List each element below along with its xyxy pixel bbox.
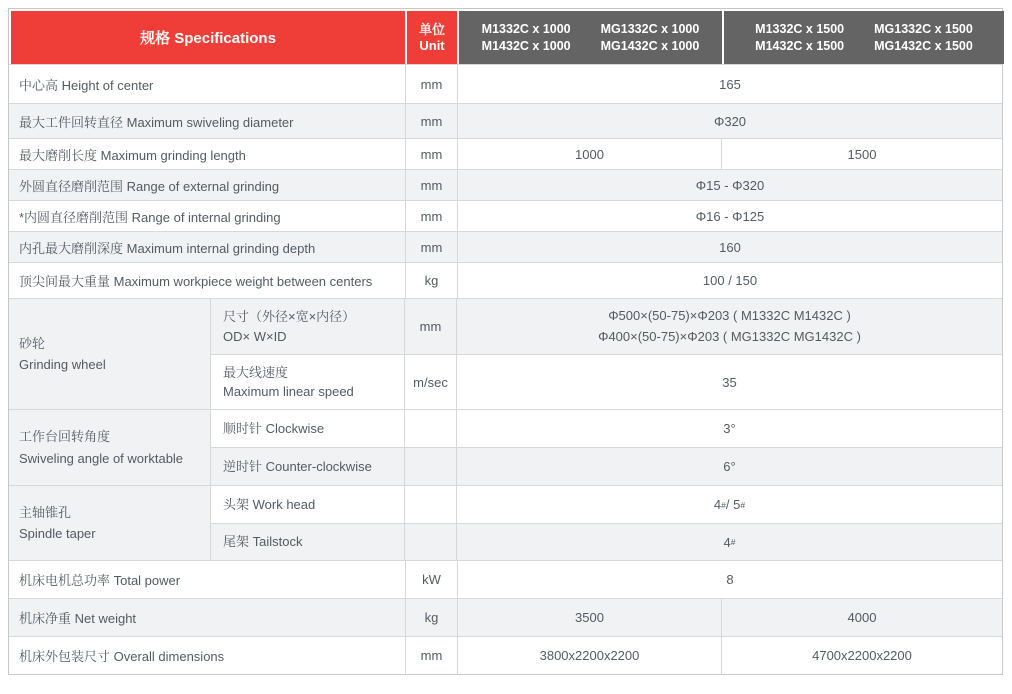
value-cell: Φ320: [457, 104, 1002, 138]
row-label: 中心高 Height of center: [19, 77, 154, 93]
value-cell: 6°: [456, 448, 1002, 485]
row-swivel-clockwise: [211, 410, 1002, 447]
row-sublabel: 头架 Work head: [223, 496, 316, 512]
row-label: 顶尖间最大重量 Maximum workpiece weight between centers: [19, 274, 373, 289]
unit-cell: [404, 448, 456, 485]
row-label: *内圆直径磨削范围 Range of internal grinding: [19, 209, 281, 225]
unit-cell: kW: [405, 561, 457, 598]
row-wheel-size: [211, 299, 1002, 354]
model-group-m-1500: [755, 21, 844, 54]
group-grinding-wheel: [9, 298, 1002, 409]
group-label-en: Grinding wheel: [19, 357, 106, 372]
row-label: 机床净重 Net weight: [19, 611, 137, 626]
value-cell: 160: [457, 232, 1002, 262]
row-label: 外圆直径磨削范围 Range of external grinding: [19, 178, 280, 194]
models-header-1000: [459, 11, 722, 64]
model-name: M1432C x 1500: [755, 38, 845, 53]
wheel-size-line2: Φ400×(50-75)×Φ203 ( MG1332C MG1432C ): [598, 328, 861, 344]
row-sublabel: 顺时针 Clockwise: [223, 420, 325, 436]
row-work-head: [211, 486, 1002, 523]
row-max-internal-grinding-depth: [9, 231, 1002, 262]
group-label-en: Swiveling angle of worktable: [19, 450, 184, 466]
group-label-worktable-swivel: [9, 410, 211, 485]
row-sublabel: 尾架 Tailstock: [223, 534, 303, 550]
value-cell: 35: [456, 355, 1002, 409]
value-cell-1000: 1000: [457, 139, 721, 169]
wheel-size-line1: Φ500×(50-75)×Φ203 ( M1332C M1432C ): [608, 308, 851, 324]
row-tailstock: [211, 523, 1002, 560]
unit-header-cell: [407, 11, 457, 64]
row-external-grinding-range: [9, 169, 1002, 200]
group-label-grinding-wheel: [9, 299, 211, 409]
row-total-power: [9, 560, 1002, 598]
row-net-weight: [9, 598, 1002, 636]
row-label: 最大工件回转直径 Maximum swiveling diameter: [19, 114, 294, 130]
unit-cell: mm: [405, 139, 457, 169]
value-cell-1000: 3500: [457, 599, 721, 636]
row-height-of-center: [9, 64, 1002, 103]
value-cell-1500: 1500: [721, 139, 1002, 169]
model-name: MG1332C x 1000: [600, 22, 700, 37]
row-overall-dimensions: [9, 636, 1002, 674]
value-cell: [456, 299, 1002, 354]
group-label-spindle-taper: [9, 486, 211, 560]
value-cell: 8: [457, 561, 1002, 598]
unit-cell: kg: [405, 263, 457, 298]
model-name: M1332C x 1000: [481, 22, 571, 37]
spec-table: [8, 8, 1003, 675]
row-label: 最大磨削长度 Maximum grinding length: [19, 147, 246, 163]
value-cell-1500: 4000: [721, 599, 1002, 636]
group-label-cn: 主轴锥孔: [19, 504, 72, 520]
sublabel-en: Maximum linear speed: [223, 384, 354, 399]
unit-cell: mm: [405, 104, 457, 138]
row-max-swiveling-diameter: [9, 103, 1002, 138]
models-header: [459, 11, 1004, 64]
group-label-cn: 工作台回转角度: [19, 429, 111, 445]
row-label: 内孔最大磨削深度 Maximum internal grinding depth: [19, 240, 316, 256]
value-cell-1500: 4700x2200x2200: [721, 637, 1002, 674]
sublabel-cn: 尺寸（外径×宽×内径）: [223, 309, 356, 324]
unit-cell: [404, 486, 456, 523]
table-header: [11, 11, 1000, 64]
unit-cell: kg: [405, 599, 457, 636]
group-label-cn: 砂轮: [19, 335, 46, 351]
unit-cell: [404, 524, 456, 560]
value-cell: Φ15 - Φ320: [457, 170, 1002, 200]
group-spindle-taper: [9, 485, 1002, 560]
model-name: M1432C x 1000: [481, 38, 571, 53]
value-cell-1000: 3800x2200x2200: [457, 637, 721, 674]
model-name: MG1332C x 1500: [874, 22, 973, 37]
models-header-1500: [724, 11, 1004, 64]
model-name: MG1432C x 1500: [874, 38, 973, 53]
row-sublabel: [211, 299, 404, 354]
group-worktable-swivel: [9, 409, 1002, 485]
group-label-en: Spindle taper: [19, 526, 96, 541]
row-sublabel: [211, 355, 404, 409]
model-group-m-1000: [482, 21, 571, 54]
value-cell: 4 #: [456, 524, 1002, 560]
row-internal-grinding-range: [9, 200, 1002, 231]
row-label: 机床电机总功率 Total power: [19, 573, 181, 588]
value-cell: 165: [457, 65, 1002, 103]
model-group-mg-1000: [601, 21, 700, 54]
model-name: M1332C x 1500: [755, 22, 845, 37]
unit-cell: [404, 410, 456, 447]
unit-cell: m/sec: [404, 355, 456, 409]
row-label: 机床外包装尺寸 Overall dimensions: [19, 649, 225, 664]
row-max-grinding-length: [9, 138, 1002, 169]
unit-cell: mm: [404, 299, 456, 354]
value-cell: Φ16 - Φ125: [457, 201, 1002, 231]
sublabel-en: OD× W×ID: [223, 328, 287, 344]
unit-cell: mm: [405, 65, 457, 103]
row-max-workpiece-weight: [9, 262, 1002, 298]
row-sublabel: 逆时针 Counter-clockwise: [223, 458, 372, 474]
value-cell: 100 / 150: [457, 263, 1002, 298]
unit-header-en: Unit: [419, 37, 445, 53]
model-group-mg-1500: [874, 21, 973, 54]
spec-header-cell: 规格 Specifications: [11, 11, 405, 64]
unit-cell: mm: [405, 637, 457, 674]
value-cell: 3°: [456, 410, 1002, 447]
unit-cell: mm: [405, 201, 457, 231]
row-swivel-counter-clockwise: [211, 447, 1002, 485]
row-wheel-linear-speed: [211, 354, 1002, 409]
sublabel-cn: 最大线速度: [223, 364, 289, 380]
unit-cell: mm: [405, 170, 457, 200]
model-name: MG1432C x 1000: [600, 38, 700, 53]
value-cell: 4 # / 5 #: [456, 486, 1002, 523]
unit-header-cn: 单位: [418, 21, 445, 37]
unit-cell: mm: [405, 232, 457, 262]
